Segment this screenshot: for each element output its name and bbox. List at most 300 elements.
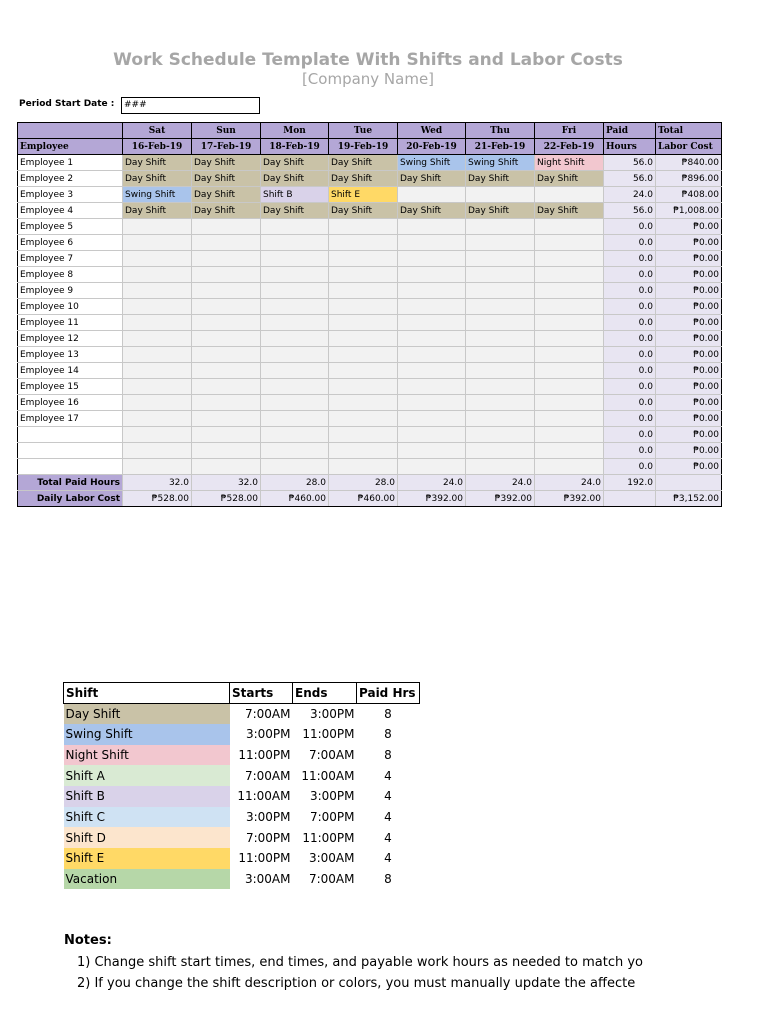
shift-cell[interactable] [398,459,466,475]
shift-cell[interactable] [123,363,192,379]
shift-cell[interactable] [123,267,192,283]
shift-cell[interactable] [123,331,192,347]
shift-cell[interactable] [398,187,466,203]
note-item: 2) If you change the shift description or colors, you must manually update the affecte [77,976,636,991]
table-row [18,443,722,459]
paid-hours-cell: 24.0 [604,187,656,203]
employee-name-cell[interactable]: Employee 3 [18,187,123,203]
labor-cost-cell: ₱0.00 [656,299,722,315]
shift-cell[interactable] [535,331,604,347]
shift-cell[interactable] [329,299,398,315]
legend-shift-name: Shift E [64,848,230,869]
legend-row [64,724,420,745]
header-labor-cost-2: Labor Cost [656,139,722,155]
legend-paid-hours[interactable]: 4 [384,768,392,783]
legend-row [64,786,420,807]
shift-cell[interactable] [261,379,329,395]
shift-cell[interactable] [192,459,261,475]
page-title: Work Schedule Template With Shifts and Labor Costs [113,50,623,70]
employee-name-cell[interactable]: Employee 1 [18,155,123,171]
daily-labor-cost-cell: ₱460.00 [261,491,329,507]
shift-cell[interactable]: Swing Shift [123,187,192,203]
legend-end-time[interactable]: 3:00PM [309,706,355,721]
shift-cell[interactable] [466,315,535,331]
shift-cell[interactable] [329,363,398,379]
shift-cell[interactable] [466,235,535,251]
shift-cell[interactable] [192,235,261,251]
shift-cell[interactable] [261,315,329,331]
paid-hours-cell: 0.0 [604,235,656,251]
legend-row [64,745,420,766]
paid-hours-cell: 0.0 [604,347,656,363]
shift-legend-table [63,682,420,889]
daily-labor-cost-cell: ₱460.00 [329,491,398,507]
paid-hours-cell: 0.0 [604,267,656,283]
shift-cell[interactable] [535,459,604,475]
blank-cell [656,475,722,491]
legend-start-time[interactable]: 7:00AM [244,768,291,783]
legend-start-time[interactable]: 3:00PM [245,727,291,742]
employee-name-cell[interactable]: Employee 4 [18,203,123,219]
paid-hours-cell: 0.0 [604,363,656,379]
legend-shift-name: Shift A [64,765,230,786]
labor-cost-cell: ₱0.00 [656,251,722,267]
shift-cell[interactable]: Day Shift [535,203,604,219]
shift-cell[interactable] [329,315,398,331]
legend-paid-hours[interactable]: 4 [384,830,392,845]
shift-cell[interactable] [261,395,329,411]
total-paid-hours-cell: 28.0 [261,475,329,491]
labor-cost-cell: ₱0.00 [656,379,722,395]
labor-cost-cell: ₱0.00 [656,459,722,475]
header-day: Thu [466,123,535,139]
shift-cell[interactable]: Day Shift [466,171,535,187]
table-row [18,219,722,235]
legend-paid-hours[interactable]: 8 [384,872,392,887]
employee-name-cell[interactable]: Employee 12 [18,331,123,347]
shift-cell[interactable] [466,363,535,379]
employee-name-cell[interactable]: Employee 15 [18,379,123,395]
labor-cost-cell: ₱0.00 [656,411,722,427]
shift-cell[interactable] [466,331,535,347]
labor-cost-cell: ₱1,008.00 [656,203,722,219]
total-paid-hours-cell: 28.0 [329,475,398,491]
shift-cell[interactable] [261,347,329,363]
daily-labor-cost-cell: ₱392.00 [535,491,604,507]
legend-row [64,765,420,786]
legend-row [64,848,420,869]
shift-cell[interactable] [329,411,398,427]
legend-shift-name: Shift D [64,827,230,848]
shift-cell[interactable] [466,299,535,315]
daily-labor-cost-cell: ₱392.00 [398,491,466,507]
shift-cell[interactable] [261,251,329,267]
shift-cell[interactable] [123,219,192,235]
shift-cell[interactable] [192,219,261,235]
legend-paid-hours[interactable]: 4 [384,851,392,866]
shift-cell[interactable] [398,379,466,395]
labor-cost-cell: ₱896.00 [656,171,722,187]
shift-cell[interactable] [329,379,398,395]
legend-start-time[interactable]: 11:00PM [238,747,291,762]
shift-cell[interactable] [535,219,604,235]
labor-cost-cell: ₱0.00 [656,283,722,299]
legend-end-time[interactable]: 3:00AM [308,851,355,866]
shift-cell[interactable] [398,363,466,379]
daily-labor-cost-cell: ₱392.00 [466,491,535,507]
labor-cost-cell: ₱0.00 [656,363,722,379]
shift-cell[interactable]: Day Shift [123,171,192,187]
legend-start-time[interactable]: 3:00AM [244,872,291,887]
legend-shift-name: Swing Shift [64,724,230,745]
employee-name-cell[interactable]: Employee 10 [18,299,123,315]
legend-paid-hours[interactable]: 4 [384,789,392,804]
shift-cell[interactable] [329,395,398,411]
employee-name-cell[interactable]: Employee 16 [18,395,123,411]
paid-hours-cell: 0.0 [604,251,656,267]
employee-name-cell[interactable]: Employee 14 [18,363,123,379]
shift-cell[interactable] [123,427,192,443]
legend-end-time[interactable]: 11:00PM [302,830,355,845]
shift-cell[interactable] [466,427,535,443]
shift-cell[interactable] [398,427,466,443]
shift-cell[interactable]: Day Shift [192,203,261,219]
shift-cell[interactable] [535,315,604,331]
legend-start-time[interactable]: 7:00PM [245,830,291,845]
shift-cell[interactable] [535,379,604,395]
shift-cell[interactable] [192,443,261,459]
shift-cell[interactable] [466,283,535,299]
shift-cell[interactable]: Day Shift [329,155,398,171]
daily-labor-cost-cell: ₱528.00 [123,491,192,507]
shift-cell[interactable] [398,267,466,283]
header-date: 17-Feb-19 [192,139,261,155]
period-start-label: Period Start Date : [19,99,115,109]
legend-paid-hours[interactable]: 8 [384,747,392,762]
table-row [18,347,722,363]
table-row [18,427,722,443]
shift-cell[interactable]: Night Shift [535,155,604,171]
shift-cell[interactable] [535,299,604,315]
shift-cell[interactable] [535,267,604,283]
total-paid-hours-cell: 24.0 [535,475,604,491]
shift-cell[interactable] [398,443,466,459]
labor-cost-cell: ₱840.00 [656,155,722,171]
paid-hours-cell: 0.0 [604,283,656,299]
shift-cell[interactable] [261,363,329,379]
daily-labor-cost-label: Daily Labor Cost [18,491,123,507]
shift-cell[interactable] [398,283,466,299]
daily-labor-cost-cell: ₱528.00 [192,491,261,507]
legend-paid-hours[interactable]: 8 [384,706,392,721]
period-start-input[interactable]: ### [121,97,260,114]
header-day: Fri [535,123,604,139]
shift-cell[interactable]: Shift E [329,187,398,203]
paid-hours-cell: 0.0 [604,459,656,475]
table-row [18,155,722,171]
total-paid-hours-cell: 24.0 [398,475,466,491]
employee-name-cell[interactable]: Employee 2 [18,171,123,187]
shift-cell[interactable] [261,235,329,251]
shift-cell[interactable] [192,299,261,315]
shift-cell[interactable] [123,251,192,267]
shift-cell[interactable] [398,315,466,331]
shift-cell[interactable] [466,347,535,363]
grand-total-hours: 192.0 [604,475,656,491]
employee-name-cell[interactable] [18,459,123,475]
shift-cell[interactable] [398,235,466,251]
shift-cell[interactable]: Day Shift [261,155,329,171]
table-row [18,251,722,267]
employee-name-cell[interactable]: Employee 9 [18,283,123,299]
labor-cost-cell: ₱0.00 [656,395,722,411]
shift-cell[interactable] [466,379,535,395]
shift-cell[interactable] [329,427,398,443]
shift-cell[interactable]: Day Shift [123,203,192,219]
shift-cell[interactable] [398,219,466,235]
shift-cell[interactable] [192,251,261,267]
shift-cell[interactable] [123,379,192,395]
shift-cell[interactable] [329,267,398,283]
shift-cell[interactable] [398,395,466,411]
shift-cell[interactable] [192,395,261,411]
shift-cell[interactable]: Shift B [261,187,329,203]
shift-cell[interactable] [261,299,329,315]
table-row [18,411,722,427]
shift-cell[interactable]: Day Shift [261,171,329,187]
labor-cost-cell: ₱0.00 [656,331,722,347]
shift-cell[interactable] [329,347,398,363]
shift-cell[interactable] [535,411,604,427]
shift-cell[interactable]: Swing Shift [466,155,535,171]
legend-start-time[interactable]: 7:00AM [244,706,291,721]
shift-cell[interactable] [123,235,192,251]
employee-name-cell[interactable] [18,443,123,459]
shift-cell[interactable] [535,283,604,299]
legend-end-time[interactable]: 7:00AM [308,872,355,887]
shift-cell[interactable] [123,411,192,427]
shift-cell[interactable] [329,219,398,235]
shift-cell[interactable] [329,283,398,299]
table-row [18,299,722,315]
employee-name-cell[interactable]: Employee 17 [18,411,123,427]
shift-cell[interactable] [535,395,604,411]
table-row [18,171,722,187]
shift-cell[interactable] [535,363,604,379]
shift-cell[interactable]: Day Shift [261,203,329,219]
shift-cell[interactable] [398,331,466,347]
shift-cell[interactable] [123,283,192,299]
shift-cell[interactable] [466,411,535,427]
header-labor-cost: Total [656,123,722,139]
header-date: 22-Feb-19 [535,139,604,155]
shift-cell[interactable] [466,219,535,235]
shift-cell[interactable]: Day Shift [535,171,604,187]
paid-hours-cell: 0.0 [604,299,656,315]
shift-cell[interactable]: Day Shift [192,171,261,187]
legend-start-time[interactable]: 11:00PM [238,851,291,866]
paid-hours-cell: 0.0 [604,411,656,427]
header-paid-hours: Paid [604,123,656,139]
shift-cell[interactable] [398,347,466,363]
notes-heading: Notes: [64,933,112,948]
shift-cell[interactable] [123,315,192,331]
shift-cell[interactable] [261,443,329,459]
shift-cell[interactable] [398,251,466,267]
shift-cell[interactable] [398,299,466,315]
legend-paid-hours[interactable]: 4 [384,809,392,824]
shift-cell[interactable] [123,395,192,411]
shift-cell[interactable]: Day Shift [123,155,192,171]
shift-cell[interactable] [535,347,604,363]
employee-name-cell[interactable]: Employee 6 [18,235,123,251]
table-row [18,235,722,251]
shift-cell[interactable] [329,251,398,267]
employee-name-cell[interactable]: Employee 5 [18,219,123,235]
legend-row [64,807,420,828]
shift-cell[interactable] [466,459,535,475]
shift-cell[interactable] [466,443,535,459]
header-paid-hours-2: Hours [604,139,656,155]
shift-cell[interactable] [192,267,261,283]
legend-header-starts: Starts [230,683,293,704]
shift-cell[interactable] [192,315,261,331]
paid-hours-cell: 0.0 [604,219,656,235]
shift-cell[interactable] [261,331,329,347]
header-day: Mon [261,123,329,139]
shift-cell[interactable] [261,219,329,235]
shift-cell[interactable] [466,267,535,283]
shift-cell[interactable]: Day Shift [329,203,398,219]
header-date: 20-Feb-19 [398,139,466,155]
shift-cell[interactable]: Day Shift [398,203,466,219]
header-date: 21-Feb-19 [466,139,535,155]
shift-cell[interactable] [192,379,261,395]
shift-cell[interactable] [261,427,329,443]
paid-hours-cell: 0.0 [604,379,656,395]
paid-hours-cell: 0.0 [604,443,656,459]
total-paid-hours-label: Total Paid Hours [18,475,123,491]
header-employee: Employee [18,139,123,155]
shift-cell[interactable]: Day Shift [329,171,398,187]
shift-cell[interactable] [192,347,261,363]
shift-cell[interactable]: Day Shift [192,155,261,171]
table-row [18,395,722,411]
shift-cell[interactable] [466,251,535,267]
labor-cost-cell: ₱0.00 [656,315,722,331]
shift-cell[interactable] [261,411,329,427]
shift-cell[interactable] [261,459,329,475]
shift-cell[interactable] [123,347,192,363]
shift-cell[interactable] [329,331,398,347]
employee-name-cell[interactable] [18,427,123,443]
legend-shift-name: Shift B [64,786,230,807]
shift-cell[interactable] [535,235,604,251]
legend-start-time[interactable]: 11:00AM [237,789,291,804]
paid-hours-cell: 0.0 [604,315,656,331]
table-row [18,363,722,379]
legend-row [64,827,420,848]
company-name[interactable]: [Company Name] [301,70,435,88]
paid-hours-cell: 0.0 [604,395,656,411]
shift-cell[interactable] [535,187,604,203]
legend-end-time[interactable]: 3:00PM [309,789,355,804]
labor-cost-cell: ₱0.00 [656,235,722,251]
legend-paid-hours[interactable]: 8 [384,727,392,742]
shift-cell[interactable] [123,299,192,315]
shift-cell[interactable] [535,251,604,267]
employee-name-cell[interactable]: Employee 13 [18,347,123,363]
shift-cell[interactable]: Day Shift [466,203,535,219]
shift-cell[interactable] [261,283,329,299]
total-paid-hours-cell: 32.0 [123,475,192,491]
shift-cell[interactable] [192,363,261,379]
header-blank [18,123,123,139]
shift-cell[interactable] [535,427,604,443]
legend-row [64,869,420,890]
shift-cell[interactable] [329,235,398,251]
shift-cell[interactable] [192,411,261,427]
table-row [18,187,722,203]
legend-shift-name: Day Shift [64,703,230,724]
employee-name-cell[interactable]: Employee 8 [18,267,123,283]
shift-cell[interactable] [466,395,535,411]
shift-cell[interactable] [123,459,192,475]
shift-cell[interactable] [466,187,535,203]
paid-hours-cell: 0.0 [604,427,656,443]
labor-cost-cell: ₱0.00 [656,347,722,363]
shift-cell[interactable] [261,267,329,283]
schedule-table [17,122,722,507]
legend-end-time[interactable]: 7:00AM [308,747,355,762]
legend-shift-name: Night Shift [64,745,230,766]
total-paid-hours-cell: 32.0 [192,475,261,491]
shift-cell[interactable] [192,331,261,347]
shift-cell[interactable] [535,443,604,459]
shift-cell[interactable]: Day Shift [398,171,466,187]
shift-cell[interactable] [192,283,261,299]
shift-cell[interactable]: Swing Shift [398,155,466,171]
legend-header-paid-hrs: Paid Hrs [357,683,420,704]
shift-cell[interactable] [192,427,261,443]
employee-name-cell[interactable]: Employee 11 [18,315,123,331]
shift-cell[interactable] [398,411,466,427]
header-date: 19-Feb-19 [329,139,398,155]
shift-cell[interactable] [329,459,398,475]
legend-shift-name: Shift C [64,807,230,828]
header-day: Tue [329,123,398,139]
shift-cell[interactable]: Day Shift [192,187,261,203]
total-paid-hours-cell: 24.0 [466,475,535,491]
legend-end-time[interactable]: 11:00AM [301,768,355,783]
table-row [18,267,722,283]
paid-hours-cell: 56.0 [604,155,656,171]
employee-name-cell[interactable]: Employee 7 [18,251,123,267]
note-item: 1) Change shift start times, end times, and payable work hours as needed to match yo [77,955,643,970]
paid-hours-cell: 56.0 [604,203,656,219]
paid-hours-cell: 0.0 [604,331,656,347]
legend-start-time[interactable]: 3:00PM [245,809,291,824]
table-row [18,331,722,347]
shift-cell[interactable] [329,443,398,459]
table-row [18,315,722,331]
legend-end-time[interactable]: 7:00PM [309,809,355,824]
header-date: 16-Feb-19 [123,139,192,155]
paid-hours-cell: 56.0 [604,171,656,187]
shift-cell[interactable] [123,443,192,459]
grand-total-labor-cost: ₱3,152.00 [656,491,722,507]
legend-end-time[interactable]: 11:00PM [302,727,355,742]
